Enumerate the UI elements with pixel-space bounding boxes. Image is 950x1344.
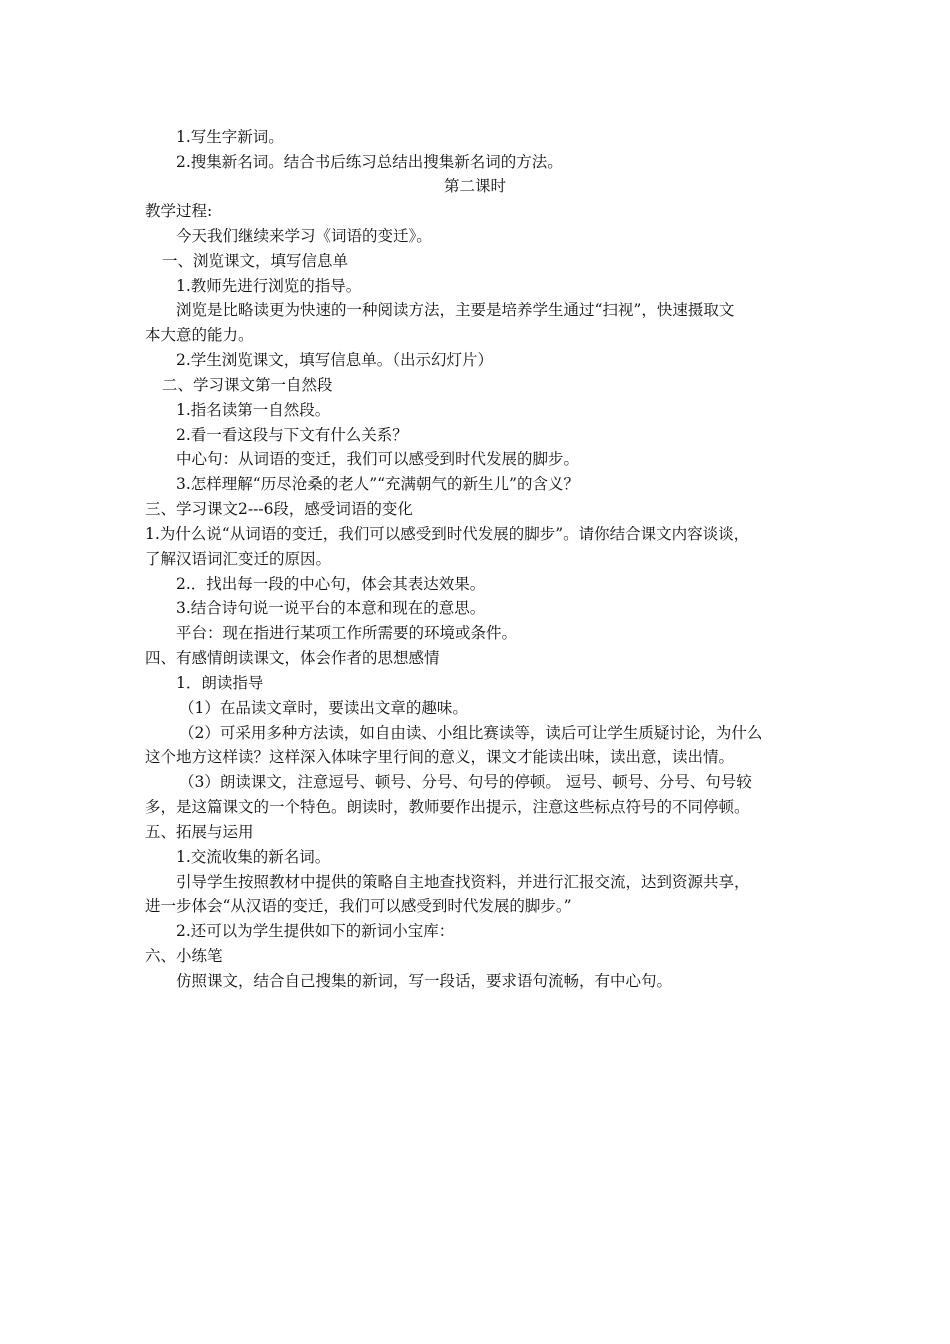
section-heading: 四、有感情朗读课文，体会作者的思想感情 <box>145 649 440 667</box>
text-line: 2.还可以为学生提供如下的新词小宝库： <box>176 922 455 940</box>
text-line: 1.写生字新词。 <box>176 128 284 146</box>
text-line: 1．朗读指导 <box>176 674 264 692</box>
text-line: 1.教师先进行浏览的指导。 <box>176 277 362 295</box>
text-line: 引导学生按照教材中提供的策略自主地查找资料，并进行汇报交流，达到资源共享， <box>176 873 750 891</box>
section-heading: 六、小练笔 <box>145 947 223 965</box>
text-line: 进一步体会“从汉语的变迁，我们可以感受到时代发展的脚步。” <box>145 897 572 915</box>
section-heading: 二、学习课文第一自然段 <box>162 376 333 394</box>
section-heading: 三、学习课文2---6段，感受词语的变化 <box>145 500 413 518</box>
text-line: 了解汉语词汇变迁的原因。 <box>145 550 332 568</box>
text-line: （1）在品读文章时，要读出文章的趣味。 <box>179 699 468 717</box>
text-line: 1.为什么说“从词语的变迁，我们可以感受到时代发展的脚步”。请你结合课文内容谈谈， <box>145 525 750 543</box>
section-heading: 五、拓展与运用 <box>145 823 254 841</box>
text-line: 浏览是比略读更为快速的一种阅读方法，主要是培养学生通过“扫视”，快速摄取文 <box>176 301 735 319</box>
text-line: 平台：现在指进行某项工作所需要的环境或条件。 <box>176 624 518 642</box>
text-line: 仿照课文，结合自己搜集的新词，写一段话，要求语句流畅，有中心句。 <box>176 972 673 990</box>
text-line: 这个地方这样读？这样深入体味字里行间的意义，课文才能读出味，读出意，读出情。 <box>145 748 735 766</box>
text-line: 1.交流收集的新名词。 <box>176 848 331 866</box>
text-line: （2）可采用多种方法读，如自由读、小组比赛读等，读后可让学生质疑讨论，为什么 <box>179 724 763 742</box>
text-line: 今天我们继续来学习《词语的变迁》。 <box>176 227 432 245</box>
text-line: 2.看一看这段与下文有什么关系？ <box>176 426 408 444</box>
text-line: 2.．找出每一段的中心句，体会其表达效果。 <box>176 575 486 593</box>
text-line: 中心句：从词语的变迁，我们可以感受到时代发展的脚步。 <box>176 450 580 468</box>
section-heading: 第二课时 <box>443 177 506 195</box>
text-line: （3）朗读课文，注意逗号、顿号、分号、句号的停顿。 逗号、顿号、分号、句号较 <box>179 773 752 791</box>
text-line: 本大意的能力。 <box>145 326 254 344</box>
text-line: 教学过程: <box>145 202 213 220</box>
text-line: 3.结合诗句说一说平台的本意和现在的意思。 <box>176 599 486 617</box>
text-line: 1.指名读第一自然段。 <box>176 401 331 419</box>
text-line: 2.学生浏览课文，填写信息单。（出示幻灯片） <box>176 351 494 369</box>
text-line: 2.搜集新名词。结合书后练习总结出搜集新名词的方法。 <box>176 153 563 171</box>
text-line: 3.怎样理解“历尽沧桑的老人”“充满朝气的新生儿”的含义？ <box>176 475 579 493</box>
text-line: 多，是这篇课文的一个特色。朗读时，教师要作出提示，注意这些标点符号的不同停顿。 <box>145 798 750 816</box>
section-heading: 一、浏览课文，填写信息单 <box>162 252 349 270</box>
